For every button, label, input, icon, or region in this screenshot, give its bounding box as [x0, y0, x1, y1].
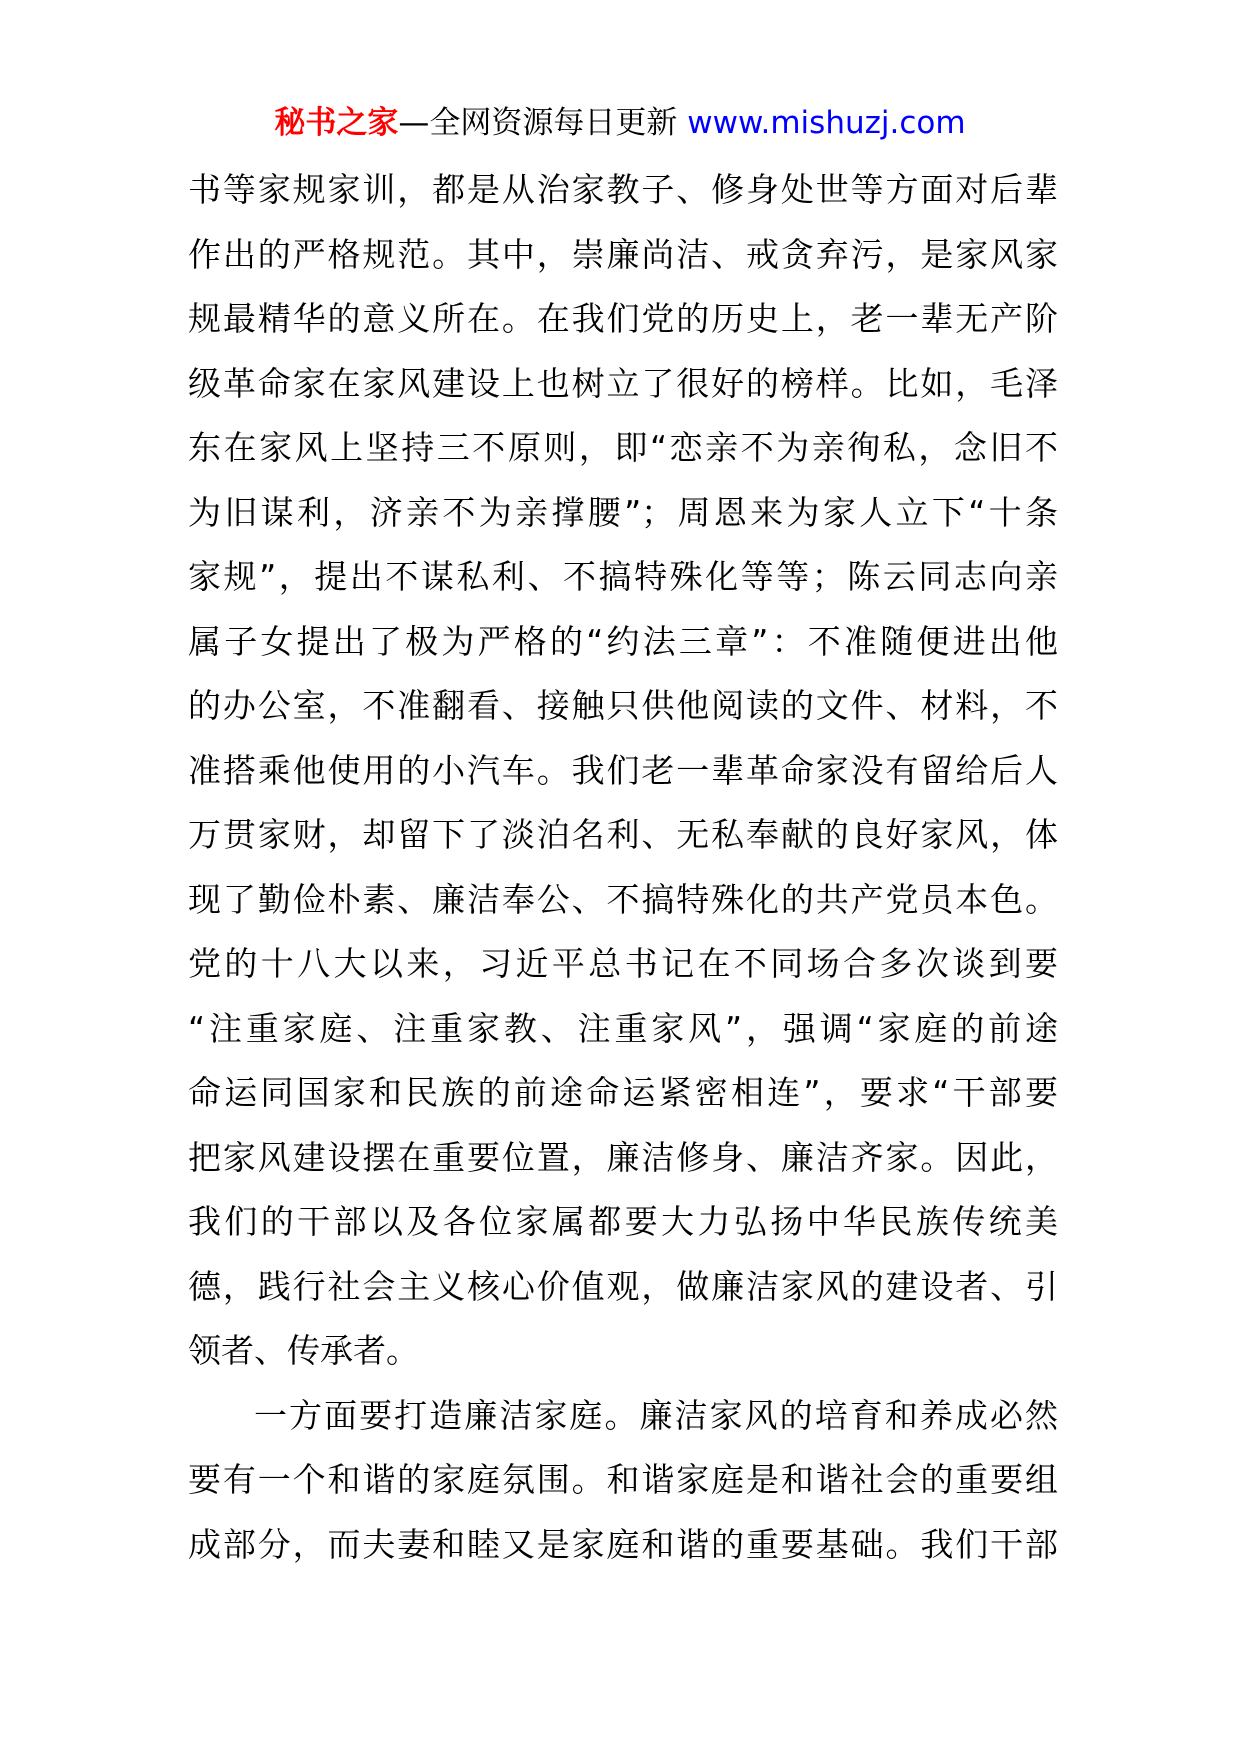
document-body	[188, 158, 1058, 1577]
text-line: 作出的严格规范。其中，崇廉尚洁、戒贪弃污，是家风家	[188, 234, 1058, 274]
text-line: 的办公室，不准翻看、接触只供他阅读的文件、材料，不	[188, 686, 1058, 725]
header-brand: 秘书之家	[274, 105, 399, 141]
text-line: 一方面要打造廉洁家庭。廉洁家风的培育和养成必然	[254, 1395, 1058, 1435]
text-line: 现了勤俭朴素、廉洁奉公、不搞特殊化的共产党员本色。	[188, 879, 1058, 919]
text-line: “注重家庭、注重家教、注重家风”，强调“家庭的前途	[188, 1008, 1058, 1048]
header-tagline: —全网资源每日更新	[398, 105, 688, 141]
text-line: 德，践行社会主义核心价值观，做廉洁家风的建设者、引	[188, 1266, 1058, 1306]
text-line: 书等家规家训，都是从治家教子、修身处世等方面对后辈	[188, 170, 1058, 209]
text-line: 级革命家在家风建设上也树立了很好的榜样。比如，毛泽	[188, 363, 1058, 403]
text-line: 东在家风上坚持三不原则，即“恋亲不为亲徇私，念旧不	[188, 428, 1058, 467]
text-line: 领者、传承者。	[188, 1331, 419, 1370]
text-line: 万贯家财，却留下了淡泊名利、无私奉献的良好家风，体	[188, 815, 1058, 854]
text-line: 属子女提出了极为严格的“约法三章”：不准随便进出他	[188, 621, 1058, 661]
text-line: 命运同国家和民族的前途命运紧密相连”，要求“干部要	[188, 1073, 1058, 1112]
text-line: 为旧谋利，济亲不为亲撑腰”；周恩来为家人立下“十条	[188, 492, 1058, 532]
text-line: 准搭乘他使用的小汽车。我们老一辈革命家没有留给后人	[188, 750, 1058, 790]
text-line: 家规”，提出不谋私利、不搞特殊化等等；陈云同志向亲	[188, 557, 1058, 596]
text-line: 要有一个和谐的家庭氛围。和谐家庭是和谐社会的重要组	[188, 1460, 1058, 1499]
text-line: 党的十八大以来，习近平总书记在不同场合多次谈到要	[188, 944, 1058, 983]
page-header	[0, 100, 1240, 146]
text-line: 规最精华的意义所在。在我们党的历史上，老一辈无产阶	[188, 299, 1058, 338]
text-line: 我们的干部以及各位家属都要大力弘扬中华民族传统美	[188, 1202, 1058, 1241]
header-url-link[interactable]: www.mishuzj.com	[687, 105, 966, 141]
text-line: 成部分，而夫妻和睦又是家庭和谐的重要基础。我们干部	[188, 1524, 1058, 1564]
text-line: 把家风建设摆在重要位置，廉洁修身、廉洁齐家。因此，	[188, 1137, 1058, 1177]
